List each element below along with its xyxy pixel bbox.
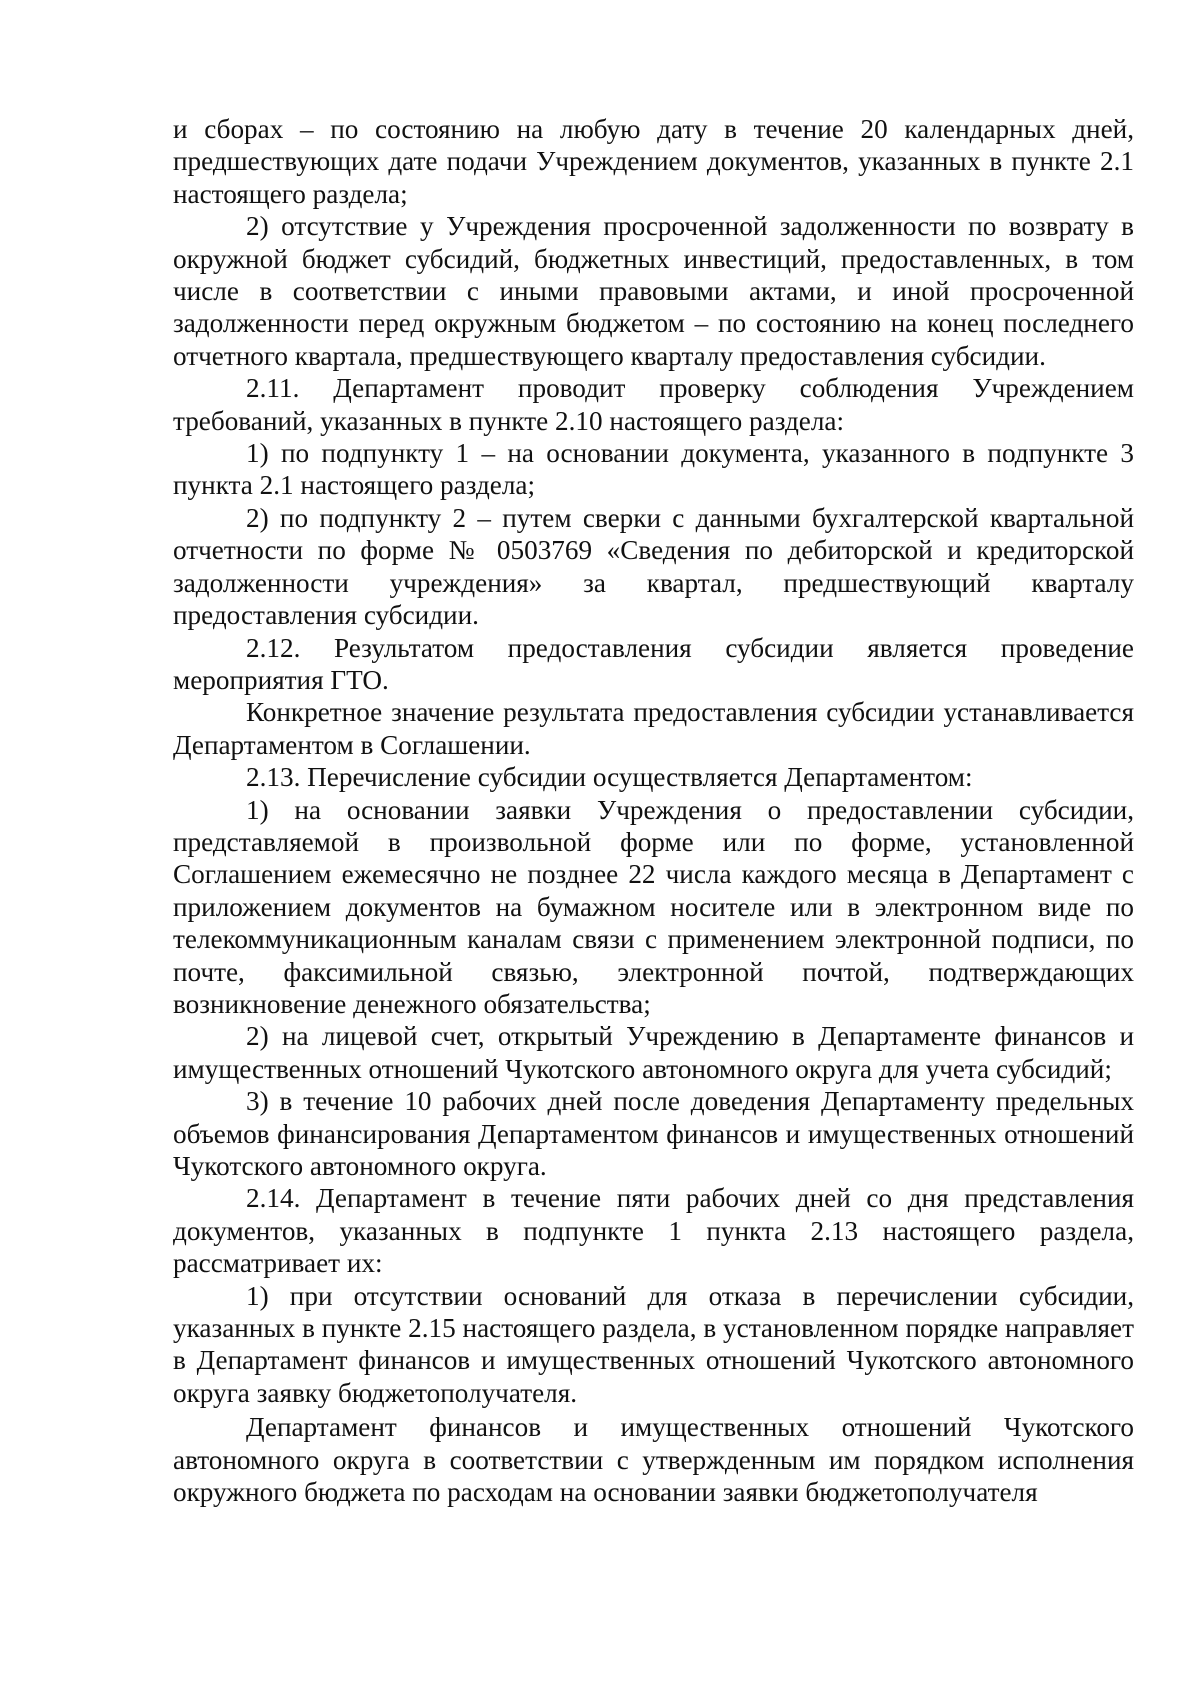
- paragraph-2-12: 2.12. Результатом предоставления субсидии является проведение мероприятия ГТО.: [173, 632, 1134, 695]
- paragraph-2-11-item-1: 1) по подпункту 1 – на основании документа, указанного в подпункте 3 пункта 2.1 настоящего раздела;: [173, 438, 1134, 501]
- document-body: [173, 113, 1134, 1508]
- paragraph-2-13-item-3: 3) в течение 10 рабочих дней после доведения Департаменту предельных объемов финансирования Департаментом финансов и имущественных отношений Чукотского автономного округа.: [173, 1086, 1134, 1181]
- paragraph-2-13-item-1: 1) на основании заявки Учреждения о предоставлении субсидии, представляемой в произвольной форме или по форме, установленной Соглашением ежемесячно не позднее 22 числа каждого месяца в Департамент с приложением документов на бумажном носителе или в электронном виде по телекоммуникационным каналам связи с применением электронной подписи, по почте, факсимильной связью, электронной почтой, подтверждающих возникновение денежного обязательства;: [173, 794, 1134, 1019]
- paragraph-continuation: и сборах – по состоянию на любую дату в течение 20 календарных дней, предшествующих дате подачи Учреждением документов, указанных в пункте 2.1 настоящего раздела;: [173, 114, 1134, 209]
- paragraph-2-11-item-2: 2) по подпункту 2 – путем сверки с данными бухгалтерской квартальной отчетности по форме № 0503769 «Сведения по дебиторской и кредиторской задолженности учреждения» за квартал, предшествующий кварталу предоставления субсидии.: [173, 502, 1134, 631]
- paragraph-item-2-no-overdue-debt: 2) отсутствие у Учреждения просроченной задолженности по возврату в окружной бюджет субсидий, бюджетных инвестиций, предоставленных, в том числе в соответствии с иными правовыми актами, и иной просроченной задолженности перед окружным бюджетом – по состоянию на конец последнего отчетного квартала, предшествующего кварталу предоставления субсидии.: [173, 211, 1134, 371]
- paragraph-2-12-result-value: Конкретное значение результата предоставления субсидии устанавливается Департаментом в Соглашении.: [173, 697, 1134, 760]
- paragraph-finance-department: Департамент финансов и имущественных отношений Чукотского автономного округа в соответствии с утвержденным им порядком исполнения окружного бюджета по расходам на основании заявки бюджетополучателя: [173, 1412, 1134, 1508]
- paragraph-2-14-item-1: 1) при отсутствии оснований для отказа в перечислении субсидии, указанных в пункте 2.15 настоящего раздела, в установленном порядке направляет в Департамент финансов и имущественных отношений Чукотского автономного округа заявку бюджетополучателя.: [173, 1280, 1134, 1408]
- paragraph-2-14: 2.14. Департамент в течение пяти рабочих дней со дня представления документов, указанных в подпункте 1 пункта 2.13 настоящего раздела, рассматривает их:: [173, 1183, 1134, 1279]
- paragraph-2-13: 2.13. Перечисление субсидии осуществляется Департаментом:: [246, 762, 973, 793]
- paragraph-2-13-item-2: 2) на лицевой счет, открытый Учреждению в Департаменте финансов и имущественных отношений Чукотского автономного округа для учета субсидий;: [173, 1021, 1134, 1084]
- paragraph-2-11: 2.11. Департамент проводит проверку соблюдения Учреждением требований, указанных в пункте 2.10 настоящего раздела:: [173, 373, 1134, 436]
